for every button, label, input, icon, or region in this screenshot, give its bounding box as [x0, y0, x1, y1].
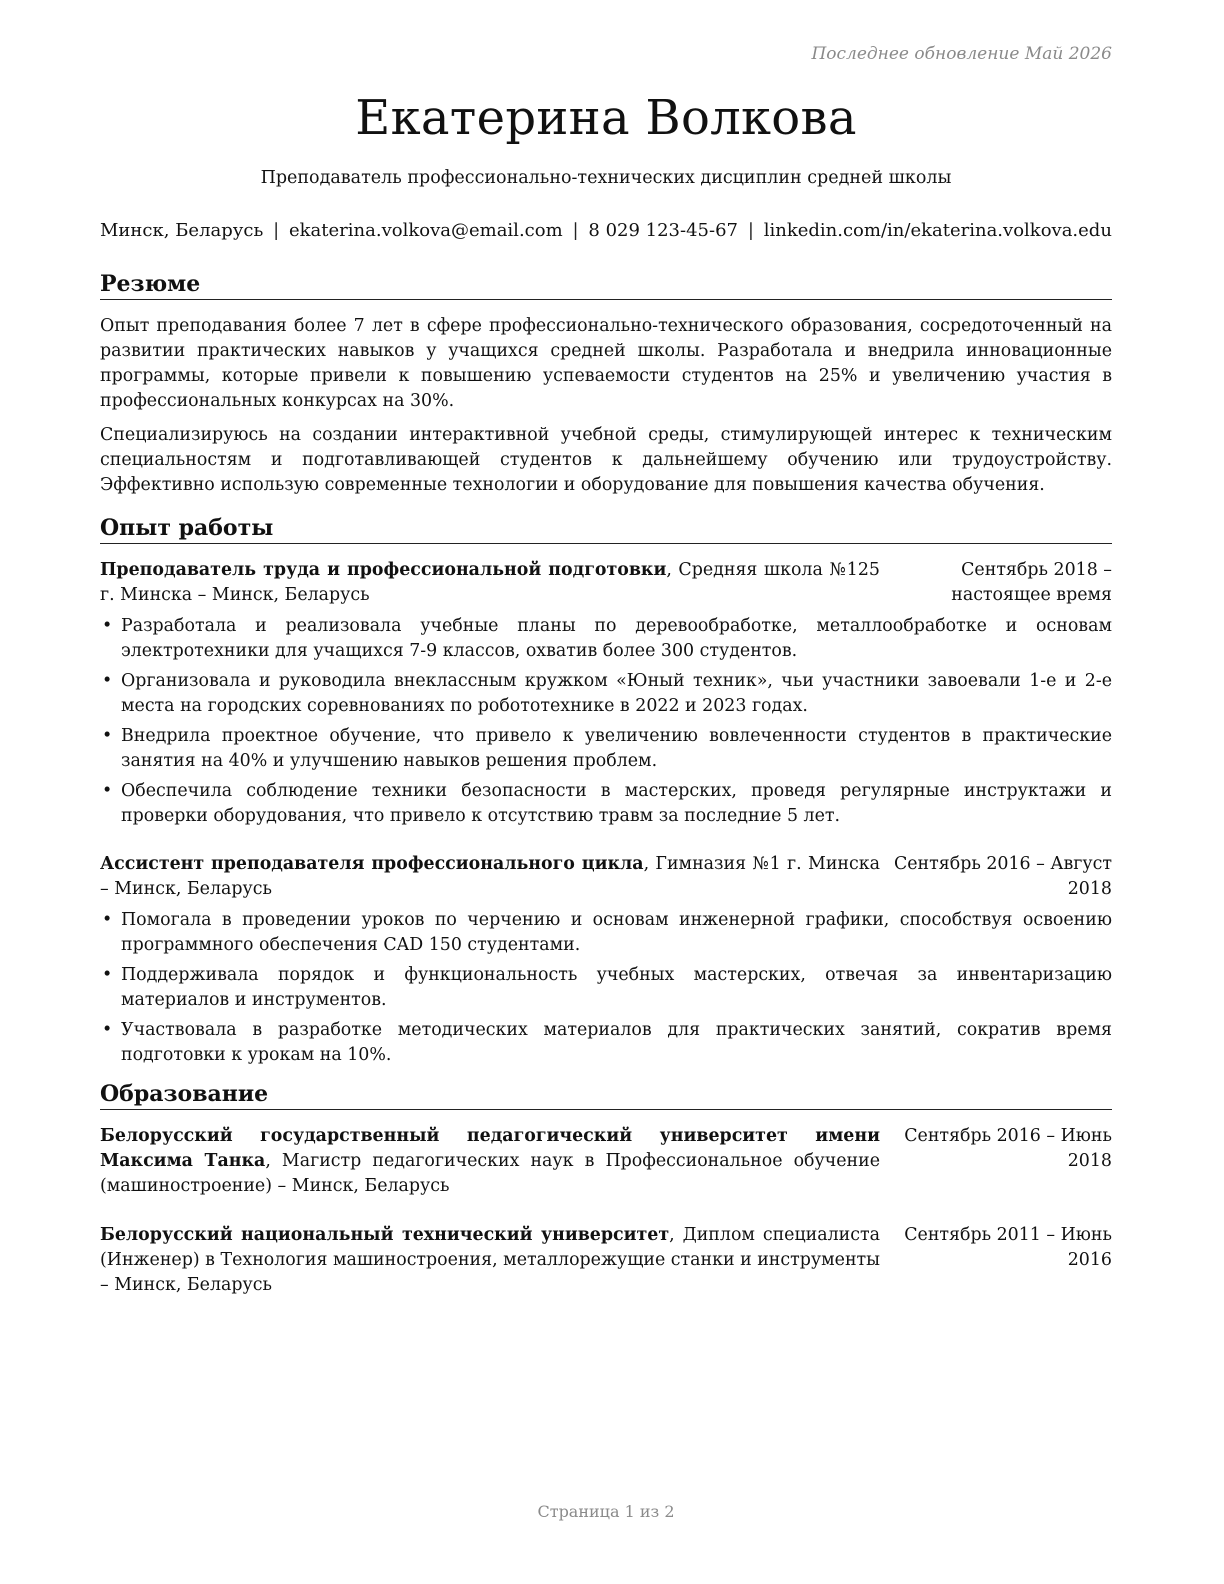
- job-header: [100, 852, 1112, 902]
- education-entry: [100, 1124, 1112, 1199]
- education-details: , Магистр педагогических наук в Профессиональное обучение (машиностроение) – Минск, Беларусь: [100, 1151, 880, 1196]
- job-bullet: • Обеспечила соблюдение техники безопасности в мастерских, проведя регулярные инструктажи и проверки оборудования, что привело к отсутствию травм за последние 5 лет.: [100, 779, 1112, 829]
- education-institution: Белорусский национальный технический университет: [100, 1225, 670, 1245]
- experience-section: [100, 514, 1112, 1073]
- contact-linkedin[interactable]: linkedin.com/in/ekaterina.volkova.edu: [763, 220, 1112, 241]
- job-entry: [100, 558, 1112, 829]
- job-bullets: [100, 614, 1112, 829]
- job-entry: [100, 852, 1112, 1068]
- section-title-experience: Опыт работы: [100, 514, 1112, 544]
- contact-location: Минск, Беларусь: [100, 220, 264, 241]
- job-bullet: • Участвовала в разработке методических материалов для практических занятий, сократив время подготовки к урокам на 10%.: [100, 1018, 1112, 1068]
- job-dates: Сентябрь 2016 – Август 2018: [893, 854, 1112, 899]
- page-number: Страница 1 из 2: [537, 1502, 675, 1521]
- job-role: Преподаватель труда и профессиональной подготовки: [100, 560, 667, 580]
- contact-separator: |: [572, 220, 579, 241]
- job-role: Ассистент преподавателя профессионального цикла: [100, 854, 644, 874]
- education-institution: Белорусский государственный педагогический университет имени Максима Танка: [100, 1126, 880, 1171]
- job-bullet: • Помогала в проведении уроков по черчению и основам инженерной графики, способствуя освоению программного обеспечения CAD 150 студентами.: [100, 908, 1112, 958]
- summary-section: [100, 270, 1112, 498]
- education-line: [100, 1223, 880, 1298]
- contact-separator: |: [273, 220, 280, 241]
- job-title-line: [100, 558, 880, 608]
- last-updated: Последнее обновление Май 2026: [811, 44, 1112, 64]
- job-bullet: • Разработала и реализовала учебные планы по деревообработке, металлообработке и основам электротехники для учащихся 7-9 классов, охватив более 300 студентов.: [100, 614, 1112, 664]
- job-title-line: [100, 852, 880, 902]
- job-place: , Гимназия №1 г. Минска – Минск, Беларусь: [100, 854, 880, 899]
- job-bullets: [100, 908, 1112, 1068]
- education-dates: Сентябрь 2011 – Июнь 2016: [904, 1225, 1112, 1270]
- education-line: [100, 1124, 880, 1199]
- person-name: Екатерина Волкова: [355, 90, 857, 146]
- job-bullet: • Внедрила проектное обучение, что привело к увеличению вовлеченности студентов в практические занятия на 40% и улучшению навыков решения проблем.: [100, 724, 1112, 774]
- job-bullet: • Организовала и руководила внеклассным кружком «Юный техник», чьи участники завоевали 1-е и 2-е места на городских соревнованиях по робототехнике в 2022 и 2023 годах.: [100, 669, 1112, 719]
- contact-phone[interactable]: 8 029 123-45-67: [588, 220, 738, 241]
- job-place: , Средняя школа №125 г. Минска – Минск, Беларусь: [100, 560, 880, 605]
- education-section: [100, 1080, 1112, 1298]
- contact-email[interactable]: ekaterina.volkova@email.com: [288, 220, 563, 241]
- job-subtitle: Преподаватель профессионально-технических дисциплин средней школы: [260, 168, 952, 188]
- education-details: , Диплом специалиста (Инженер) в Технология машиностроения, металлорежущие станки и инструменты – Минск, Беларусь: [100, 1225, 880, 1295]
- job-bullet: • Поддерживала порядок и функциональность учебных мастерских, отвечая за инвентаризацию материалов и инструментов.: [100, 963, 1112, 1013]
- job-header: [100, 558, 1112, 608]
- contact-separator: |: [747, 220, 754, 241]
- section-title-education: Образование: [100, 1080, 1112, 1110]
- job-dates: Сентябрь 2018 – настоящее время: [951, 560, 1112, 605]
- summary-paragraph: Опыт преподавания более 7 лет в сфере профессионально-технического образования, сосредоточенный на развитии практических навыков у учащихся средней школы. Разработала и внедрила инновационные программы, которые привели к повышению успеваемости студентов на 25% и увеличению участия в профессиональных конкурсах на 30%.: [100, 316, 1112, 411]
- contact-line: [100, 220, 1112, 241]
- resume-page: [100, 0, 1112, 1584]
- education-dates: Сентябрь 2016 – Июнь 2018: [904, 1126, 1112, 1171]
- education-entry: [100, 1223, 1112, 1298]
- summary-paragraph: Специализируюсь на создании интерактивной учебной среды, стимулирующей интерес к техническим специальностям и подготавливающей студентов к дальнейшему обучению или трудоустройству. Эффективно использую современные технологии и оборудование для повышения качества обучения.: [100, 425, 1112, 495]
- section-title-summary: Резюме: [100, 270, 1112, 300]
